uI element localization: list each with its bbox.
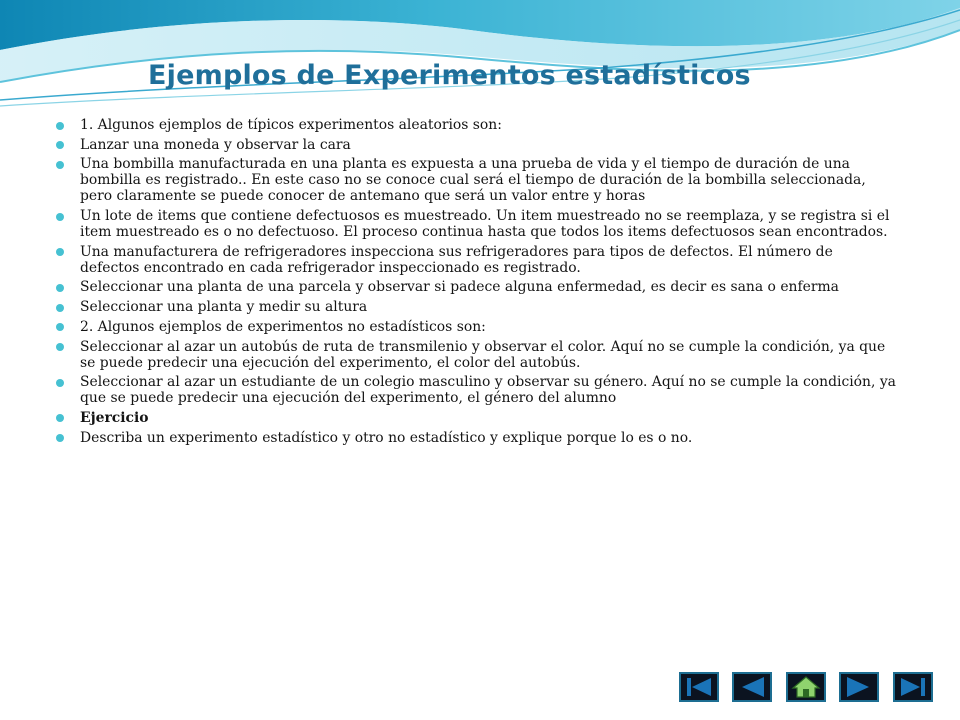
bullet-text: 1. Algunos ejemplos de típicos experimentos aleatorios son:: [80, 117, 502, 133]
bullet-text: Seleccionar una planta y medir su altura: [80, 299, 368, 316]
slide-navigation: [679, 672, 934, 702]
bullet-dot-icon: [56, 343, 64, 351]
bullet-item: [56, 319, 896, 335]
slide-title: Ejemplos de Experimentos estadísticos: [148, 60, 751, 91]
bullet-item: [56, 430, 896, 446]
bullet-item: [56, 410, 896, 426]
bullet-dot-icon: [56, 141, 64, 149]
bullet-dot-icon: [56, 434, 64, 442]
bullet-dot-icon: [56, 161, 64, 169]
bullet-text: Seleccionar una planta de una parcela y observar si padece alguna enfermedad, es decir es sana o enferma: [80, 279, 839, 296]
bullet-text: Describa un experimento estadístico y otro no estadístico y explique porque lo es o no.: [80, 429, 693, 446]
previous-slide-button[interactable]: [732, 672, 772, 702]
bullet-text: Una manufacturera de refrigeradores inspecciona sus refrigeradores para tipos de defectos. El número de defectos encontrado en cada refrigerador inspeccionado es registrado.: [80, 243, 833, 276]
skip-to-last-icon: [901, 678, 925, 696]
bullet-text: Ejercicio: [80, 409, 149, 426]
last-slide-button[interactable]: [893, 672, 933, 702]
bullet-dot-icon: [56, 248, 64, 256]
home-icon: [793, 677, 819, 697]
next-slide-button[interactable]: [839, 672, 879, 702]
bullet-dot-icon: [56, 304, 64, 312]
bullet-text: Lanzar una moneda y observar la cara: [80, 136, 351, 153]
bullet-text: Seleccionar al azar un autobús de ruta de transmilenio y observar el color. Aquí no se cumple la condición, ya que se puede predecir una ejecución del experimento, el color del autobús.: [80, 338, 886, 371]
bullet-text: Una bombilla manufacturada en una planta es expuesta a una prueba de vida y el tiempo de duración de una bombilla es registrado.. En este caso no se conoce cual será el tiempo de duración de la bombilla seleccionada, pero claramente se puede conocer de antemano que será un valor entre y horas: [80, 156, 866, 205]
bullet-item: [56, 156, 896, 204]
bullet-item: [56, 279, 896, 295]
next-arrow-icon: [847, 677, 869, 697]
bullet-item: [56, 137, 896, 153]
bullet-item: [56, 374, 896, 406]
bullet-dot-icon: [56, 122, 64, 130]
bullet-item: [56, 299, 896, 315]
bullet-list: [56, 117, 896, 449]
bullet-text: 2. Algunos ejemplos de experimentos no estadísticos son:: [80, 318, 486, 335]
bullet-dot-icon: [56, 379, 64, 387]
bullet-item: [56, 117, 896, 133]
bullet-item: [56, 339, 896, 371]
bullet-dot-icon: [56, 284, 64, 292]
bullet-text: Seleccionar al azar un estudiante de un colegio masculino y observar su género. Aquí no se cumple la condición, ya que se puede predecir una ejecución del experimento, el género del alumno: [80, 374, 896, 407]
home-button[interactable]: [786, 672, 826, 702]
previous-arrow-icon: [742, 677, 764, 697]
bullet-dot-icon: [56, 323, 64, 331]
bullet-dot-icon: [56, 213, 64, 221]
first-slide-button[interactable]: [679, 672, 719, 702]
bullet-item: [56, 208, 896, 240]
bullet-text: Un lote de items que contiene defectuosos es muestreado. Un item muestreado no se reemplaza, y se registra si el item muestreado es o no defectuoso. El proceso continua hasta que todos los items defectuosos sean encontrados.: [80, 208, 890, 241]
bullet-dot-icon: [56, 414, 64, 422]
bullet-item: [56, 244, 896, 276]
